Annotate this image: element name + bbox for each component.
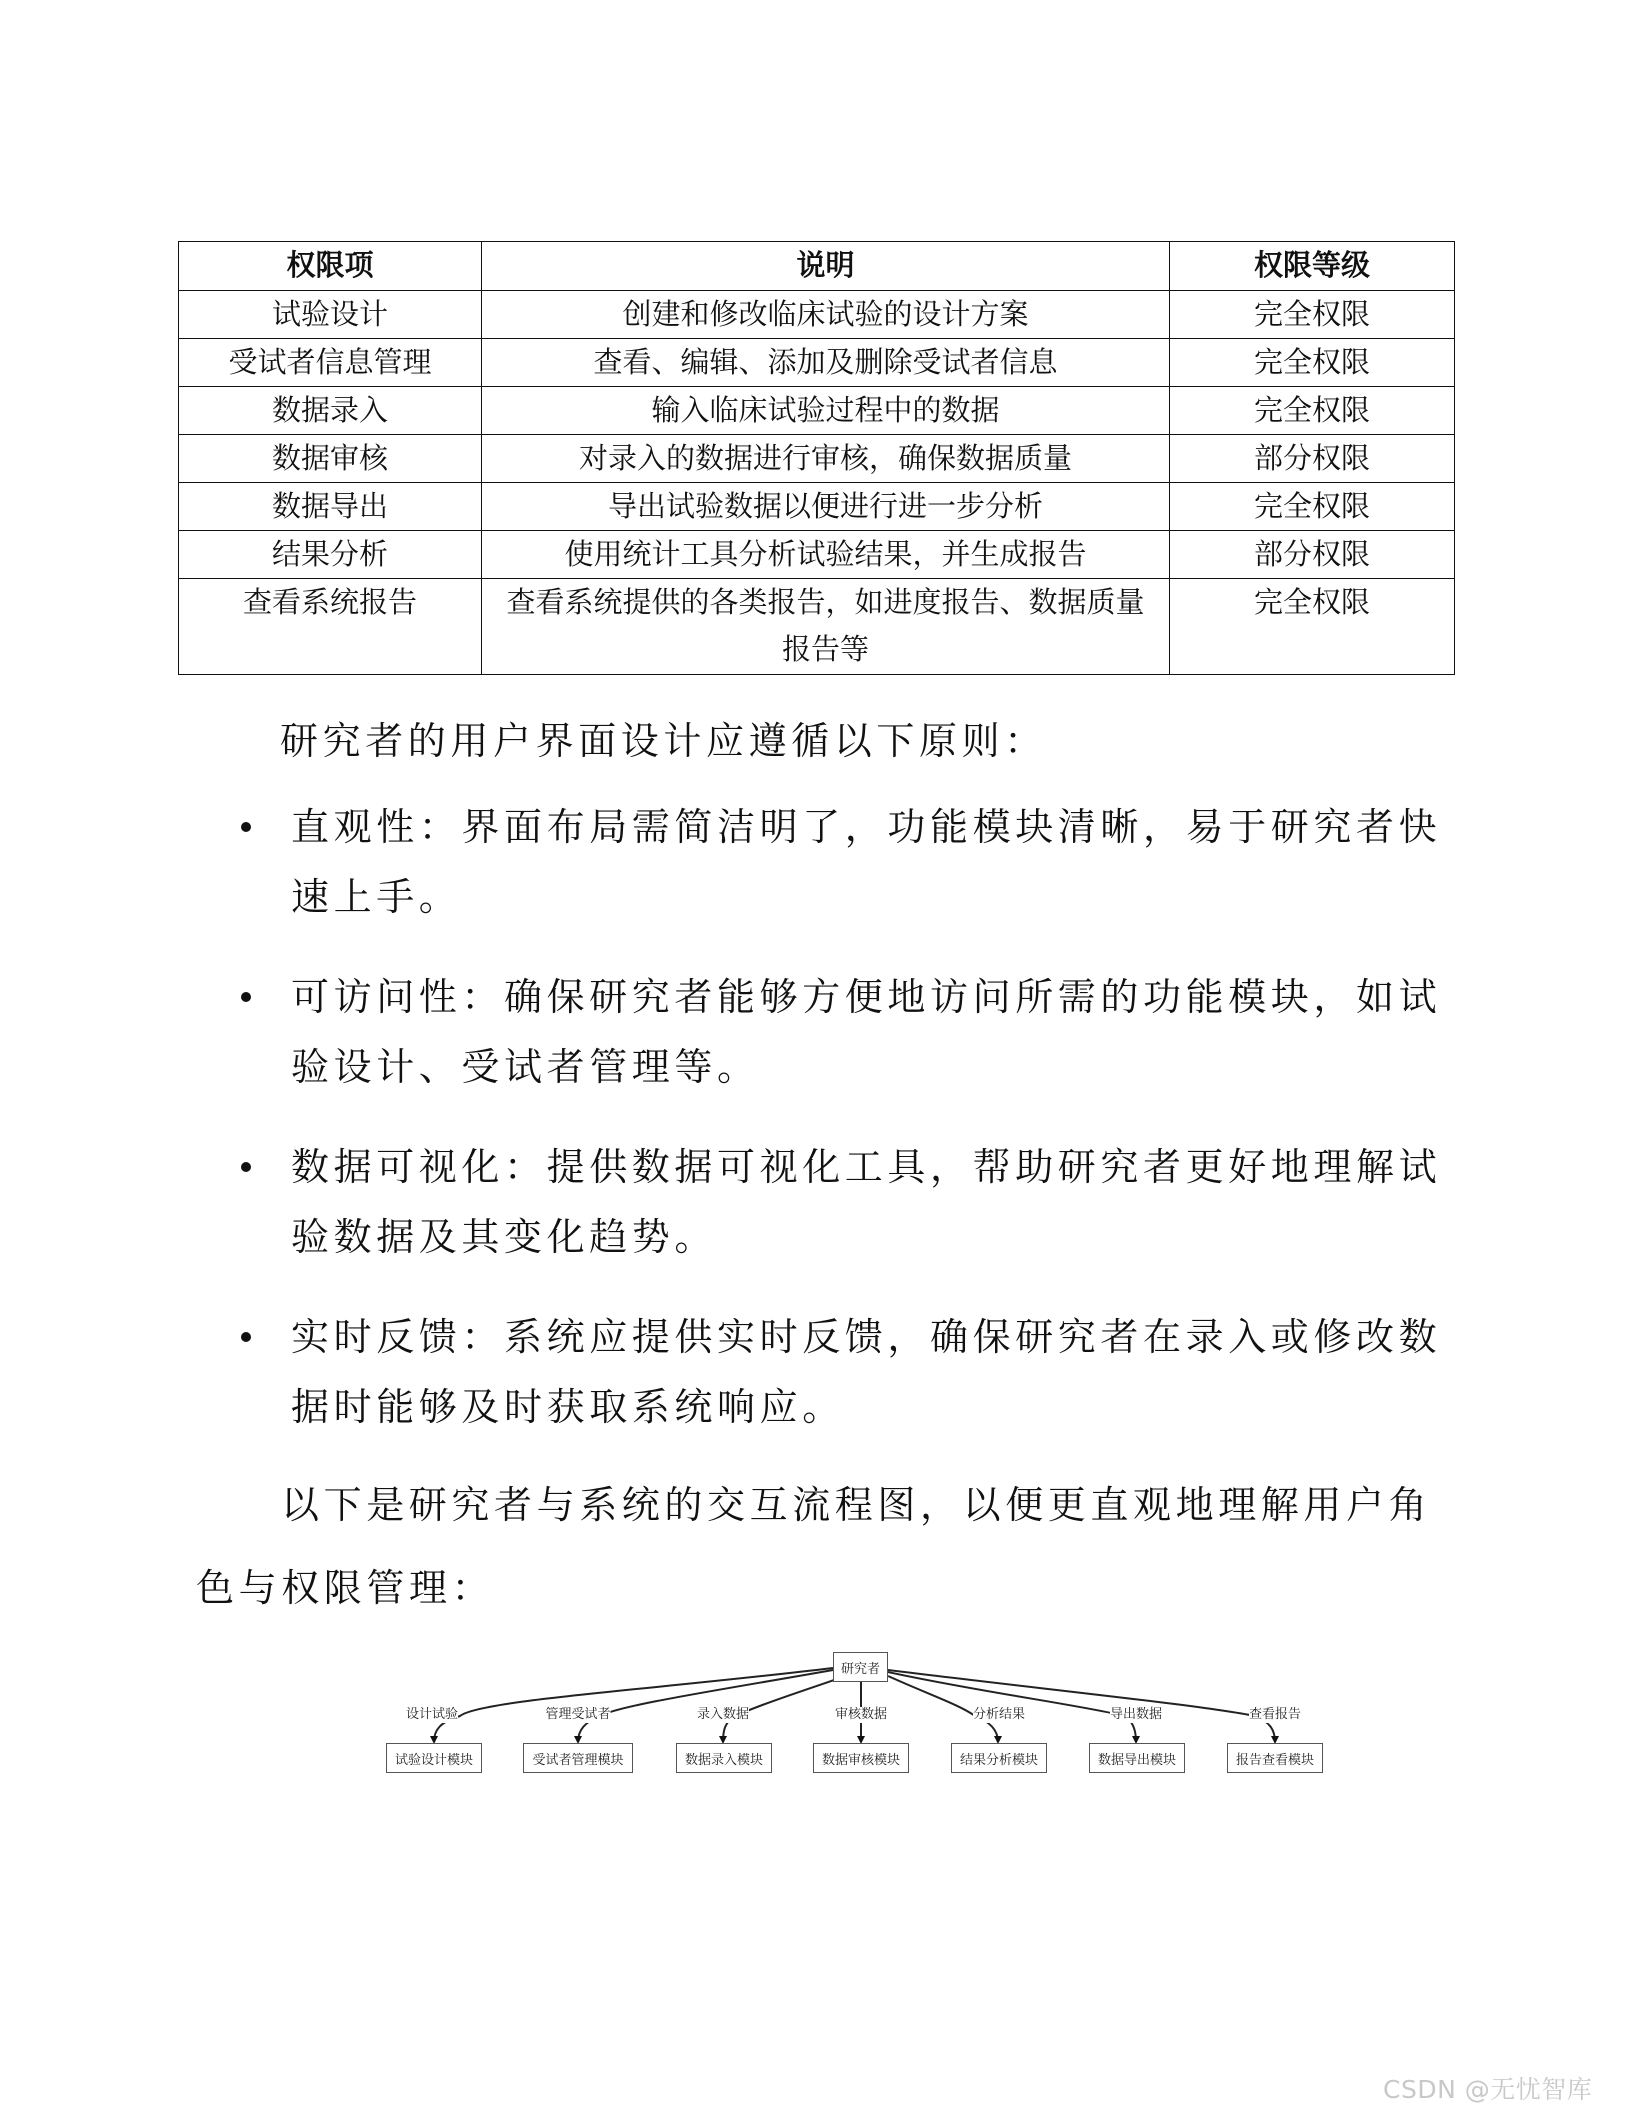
- flow-paragraph-line1: 以下是研究者与系统的交互流程图，以便更直观地理解用户角: [281, 1483, 1432, 1527]
- cell-description: 导出试验数据以便进行进一步分析: [482, 483, 1170, 531]
- flow-paragraph-line2: 色与权限管理：: [196, 1566, 495, 1610]
- edge-label-enter-data: 录入数据: [696, 1707, 750, 1722]
- list-item-line: 实时反馈：系统应提供实时反馈，确保研究者在录入或修改数: [291, 1315, 1442, 1359]
- cell-item: 数据导出: [179, 483, 482, 531]
- cell-level: 完全权限: [1170, 387, 1455, 435]
- bullet-icon: [241, 822, 251, 832]
- cell-item: 数据审核: [179, 435, 482, 483]
- bullet-icon: [241, 1332, 251, 1342]
- node-researcher: 研究者: [833, 1652, 888, 1682]
- cell-level: 部分权限: [1170, 531, 1455, 579]
- cell-level: 部分权限: [1170, 435, 1455, 483]
- list-item-line: 据时能够及时获取系统响应。: [291, 1385, 845, 1429]
- edge-label-view-reports: 查看报告: [1248, 1707, 1302, 1722]
- bullet-icon: [241, 1162, 251, 1172]
- node-data-review-module: 数据审核模块: [813, 1743, 909, 1773]
- cell-item: 受试者信息管理: [179, 339, 482, 387]
- cell-level: 完全权限: [1170, 483, 1455, 531]
- cell-description: 输入临床试验过程中的数据: [482, 387, 1170, 435]
- table-row: [179, 435, 1455, 483]
- table-header-row: [179, 242, 1455, 291]
- node-subject-management-module: 受试者管理模块: [523, 1743, 633, 1773]
- header-permission-item: 权限项: [179, 242, 482, 291]
- cell-item: 数据录入: [179, 387, 482, 435]
- node-data-entry-module: 数据录入模块: [676, 1743, 772, 1773]
- bullet-icon: [241, 992, 251, 1002]
- header-permission-level: 权限等级: [1170, 242, 1455, 291]
- edge-label-export-data: 导出数据: [1109, 1707, 1163, 1722]
- cell-level: 完全权限: [1170, 579, 1455, 675]
- edge-label-analyze-results: 分析结果: [972, 1707, 1026, 1722]
- table-row: [179, 483, 1455, 531]
- node-result-analysis-module: 结果分析模块: [951, 1743, 1047, 1773]
- cell-description: 使用统计工具分析试验结果，并生成报告: [482, 531, 1170, 579]
- list-item-line: 验设计、受试者管理等。: [291, 1045, 760, 1089]
- cell-description: 对录入的数据进行审核，确保数据质量: [482, 435, 1170, 483]
- table-row: [179, 339, 1455, 387]
- list-item-line: 可访问性：确保研究者能够方便地访问所需的功能模块，如试: [291, 975, 1442, 1019]
- permission-table: [178, 241, 1455, 675]
- node-data-export-module: 数据导出模块: [1089, 1743, 1185, 1773]
- header-description: 说明: [482, 242, 1170, 291]
- edge-label-review-data: 审核数据: [834, 1707, 888, 1722]
- watermark: CSDN @无忧智库: [1383, 2075, 1593, 2104]
- cell-item: 结果分析: [179, 531, 482, 579]
- table-row: [179, 291, 1455, 339]
- cell-description: 创建和修改临床试验的设计方案: [482, 291, 1170, 339]
- node-trial-design-module: 试验设计模块: [386, 1743, 482, 1773]
- cell-level: 完全权限: [1170, 291, 1455, 339]
- cell-item: 查看系统报告: [179, 579, 482, 675]
- edge-label-design-trial: 设计试验: [405, 1707, 459, 1722]
- cell-level: 完全权限: [1170, 339, 1455, 387]
- table-row: [179, 579, 1455, 675]
- cell-description: 查看系统提供的各类报告，如进度报告、数据质量报告等: [482, 579, 1170, 675]
- table-row: [179, 387, 1455, 435]
- list-item-line: 数据可视化：提供数据可视化工具，帮助研究者更好地理解试: [291, 1145, 1442, 1189]
- table-row: [179, 531, 1455, 579]
- cell-description: 查看、编辑、添加及删除受试者信息: [482, 339, 1170, 387]
- node-report-view-module: 报告查看模块: [1227, 1743, 1323, 1773]
- list-item-line: 验数据及其变化趋势。: [291, 1215, 718, 1259]
- list-item-line: 速上手。: [291, 875, 462, 919]
- edge-label-manage-subjects: 管理受试者: [545, 1707, 611, 1722]
- intro-paragraph: 研究者的用户界面设计应遵循以下原则：: [280, 719, 1047, 763]
- list-item-line: 直观性：界面布局需简洁明了，功能模块清晰，易于研究者快: [291, 805, 1442, 849]
- cell-item: 试验设计: [179, 291, 482, 339]
